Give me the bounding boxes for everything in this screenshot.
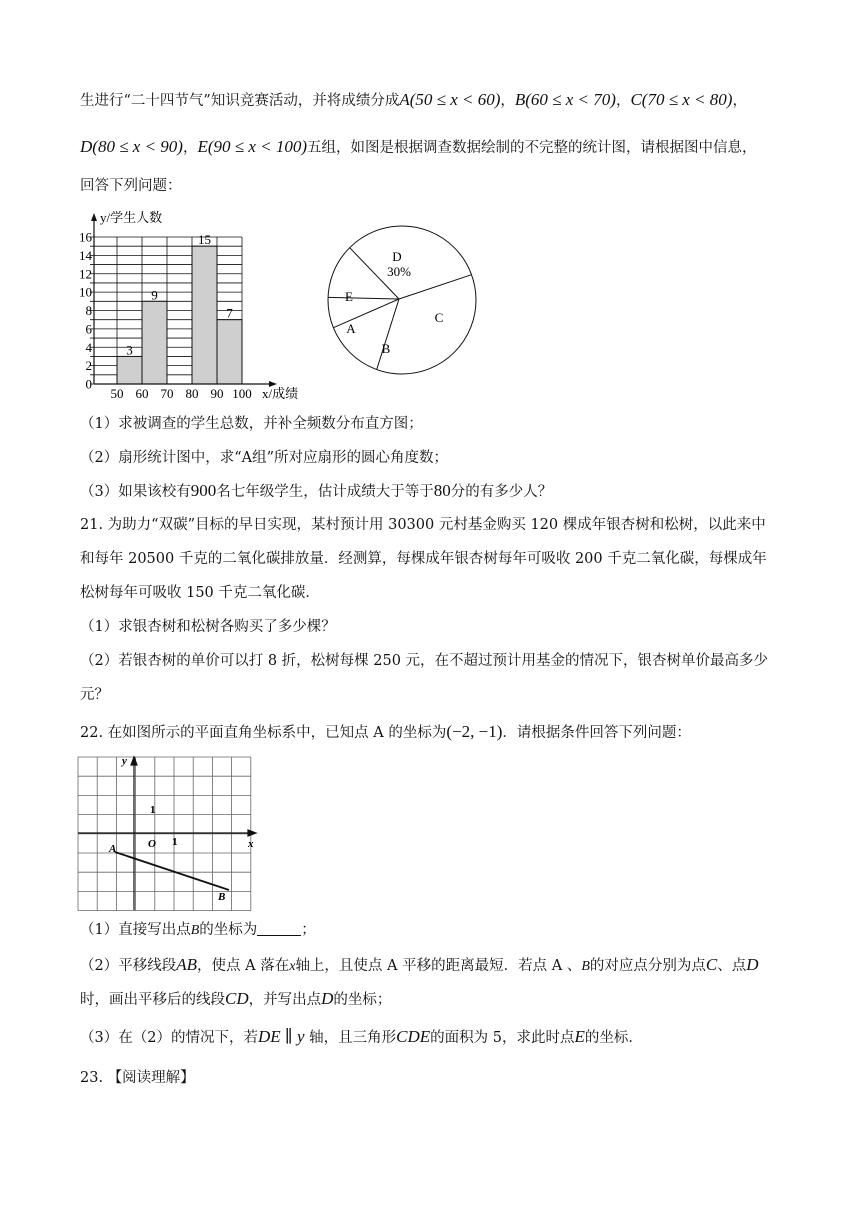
group-e: E(90 ≤ x < 100) xyxy=(197,137,308,156)
bar xyxy=(142,301,167,384)
number-900: 900 xyxy=(190,481,217,500)
text: 的面积为 5，求此时点 xyxy=(430,1030,575,1046)
text: 名七年级学生，估计成绩大于等于 xyxy=(216,484,434,500)
comma: ， xyxy=(732,93,747,109)
bar-label: 9 xyxy=(151,287,158,303)
y-var: y xyxy=(296,1027,305,1046)
p21-line-1: 21. 为助力“双碳”目标的早日实现，某村预计用 30300 元村基金购买 120 棵成年银杏树和松树，以此来中 xyxy=(80,517,766,533)
pie-slice-edge xyxy=(333,299,399,328)
p22-q3 xyxy=(80,1027,643,1048)
text: （3）在（2）的情况下，若 xyxy=(80,1030,258,1046)
segment-ab xyxy=(115,852,229,890)
text: 分的有多少人？ xyxy=(450,484,553,500)
y-axis-arrow xyxy=(131,757,137,765)
y-axis-arrow xyxy=(91,213,97,221)
y-tick-label: 8 xyxy=(85,303,92,318)
text: ．请根据条件回答下列问题： xyxy=(502,725,691,741)
p20-text: 五组，如图是根据调查数据绘制的不完整的统计图，请根据图中信息， xyxy=(307,140,757,156)
text: 的坐标； xyxy=(333,992,392,1008)
p22-q1 xyxy=(80,920,316,941)
segment-de-label: DE xyxy=(257,1027,281,1046)
p20-text: 生进行“二十四节气”知识竞赛活动，并将成绩分成 xyxy=(80,93,400,109)
comma: ， xyxy=(615,93,631,109)
comma: ， xyxy=(500,93,515,109)
y-tick-label: 4 xyxy=(85,339,92,355)
text: 轴，且三角形 xyxy=(304,1030,397,1046)
p20-line-3: 回答下列问题： xyxy=(80,178,182,194)
point-c: C xyxy=(705,955,718,974)
y-tick-label: 12 xyxy=(79,266,92,282)
coord-a: (−2, −1) xyxy=(446,722,503,741)
p20-q2: （2）扇形统计图中，求“A组”所对应扇形的圆心角度数； xyxy=(80,450,449,466)
p20-line-1 xyxy=(80,90,747,111)
bar xyxy=(192,246,217,384)
bar xyxy=(217,320,242,384)
text: 的坐标． xyxy=(584,1030,643,1046)
pie-chart xyxy=(322,222,482,382)
text: 时，画出平移后的线段 xyxy=(80,992,225,1008)
y-tick-label: 14 xyxy=(79,247,92,263)
comma: ， xyxy=(182,140,198,156)
bar-label: 3 xyxy=(126,342,133,358)
group-a: A(50 ≤ x < 60) xyxy=(399,90,501,109)
group-b: B(60 ≤ x < 70) xyxy=(514,90,616,109)
p20-q1: （1）求被调查的学生总数，并补全频数分布直方图； xyxy=(80,416,423,432)
y-label: y xyxy=(122,755,127,767)
p21-line-2: 和每年 20500 千克的二氧化碳排放量．经测算，每棵成年银杏树每年可吸收 200 千克二氧化碳，每棵成年 xyxy=(80,551,767,567)
y-tick-label: 2 xyxy=(85,358,92,374)
p21-q1: （1）求银杏树和松树各购买了多少棵？ xyxy=(80,619,336,635)
p23-title: 23. 【阅读理解】 xyxy=(80,1070,195,1086)
text: ，并写出点 xyxy=(248,992,322,1008)
histogram-group xyxy=(79,210,298,401)
group-c: C(70 ≤ x < 80) xyxy=(630,90,733,109)
bar-label: 7 xyxy=(226,305,233,321)
x-tick-label: 100 xyxy=(232,386,252,401)
pie-label: E xyxy=(345,289,353,304)
point-b: B xyxy=(581,959,590,974)
text: 22. 在如图所示的平面直角坐标系中，已知点 A 的坐标为 xyxy=(80,725,447,741)
bar xyxy=(117,356,142,384)
pie-label: B xyxy=(381,341,391,356)
y-axis-label: y/学生人数 xyxy=(100,210,163,225)
text: （3）如果该校有 xyxy=(80,484,191,500)
x-tick-label: 90 xyxy=(210,386,224,401)
text: 的对应点分别为点 xyxy=(589,958,706,974)
histogram-chart xyxy=(74,206,344,401)
pie-label: D xyxy=(392,249,402,264)
text: （1）直接写出点 xyxy=(80,922,191,938)
grid-lines xyxy=(78,757,251,911)
origin-label: O xyxy=(148,838,156,850)
p20-q3 xyxy=(80,481,552,502)
text: （2）平移线段 xyxy=(80,958,177,974)
one-y-label: 1 xyxy=(150,804,156,816)
pie-annotation: 30% xyxy=(387,264,411,279)
point-d: D xyxy=(321,989,334,1008)
coordinate-grid xyxy=(76,752,262,912)
x-axis-arrow xyxy=(248,830,256,836)
x-var: x xyxy=(289,959,296,974)
pie-group xyxy=(328,226,476,374)
text: 轴上，且使点 A 平移的距离最短．若点 A 、 xyxy=(295,958,582,974)
point-b: B xyxy=(190,923,200,938)
p20-line-2 xyxy=(80,137,757,158)
answer-blank[interactable] xyxy=(257,921,301,936)
bar-label: 15 xyxy=(198,232,211,248)
y-tick-label: 6 xyxy=(85,321,92,337)
group-d: D(80 ≤ x < 90) xyxy=(80,137,183,156)
point-d: D xyxy=(746,955,759,974)
pie-slice-edge xyxy=(328,297,399,299)
text: 的坐标为 xyxy=(199,922,258,938)
x-tick-label: 60 xyxy=(135,386,149,401)
segment-cd-label: CD xyxy=(225,989,249,1008)
parallel-symbol: ∥ xyxy=(280,1027,297,1046)
y-tick-label: 0 xyxy=(85,376,92,392)
p22-q2-line-1 xyxy=(80,955,759,977)
point-a-label: A xyxy=(109,843,117,855)
point-e: E xyxy=(574,1027,585,1046)
x-label: x xyxy=(248,838,254,850)
text: ； xyxy=(301,922,316,938)
text: ，使点 A 落在 xyxy=(197,958,290,974)
x-axis-label: x/成绩 xyxy=(262,386,299,401)
p21-q2a: （2）若银杏树的单价可以打 8 折，松树每棵 250 元，在不超过预计用基金的情况下，银杏树单价最高多少 xyxy=(80,653,769,669)
number-80: 80 xyxy=(433,481,451,500)
pie-label: C xyxy=(434,310,444,325)
y-tick-label: 10 xyxy=(79,284,92,300)
point-b-label: B xyxy=(218,891,226,903)
x-tick-label: 70 xyxy=(160,386,174,401)
y-tick-label: 16 xyxy=(79,229,92,245)
p22-q2-line-2 xyxy=(80,989,391,1010)
pie-slice-edge xyxy=(377,299,399,370)
p21-line-3: 松树每年可吸收 150 千克二氧化碳． xyxy=(80,585,320,601)
segment-ab-label: AB xyxy=(176,955,198,974)
x-tick-label: 80 xyxy=(185,386,199,401)
x-tick-label: 50 xyxy=(110,386,124,401)
triangle-cde-label: CDE xyxy=(396,1027,431,1046)
p21-q2b: 元？ xyxy=(80,687,109,703)
p22-line-1 xyxy=(80,722,691,743)
one-x-label: 1 xyxy=(172,836,178,848)
text: 、点 xyxy=(717,958,747,974)
pie-label: A xyxy=(346,321,356,336)
